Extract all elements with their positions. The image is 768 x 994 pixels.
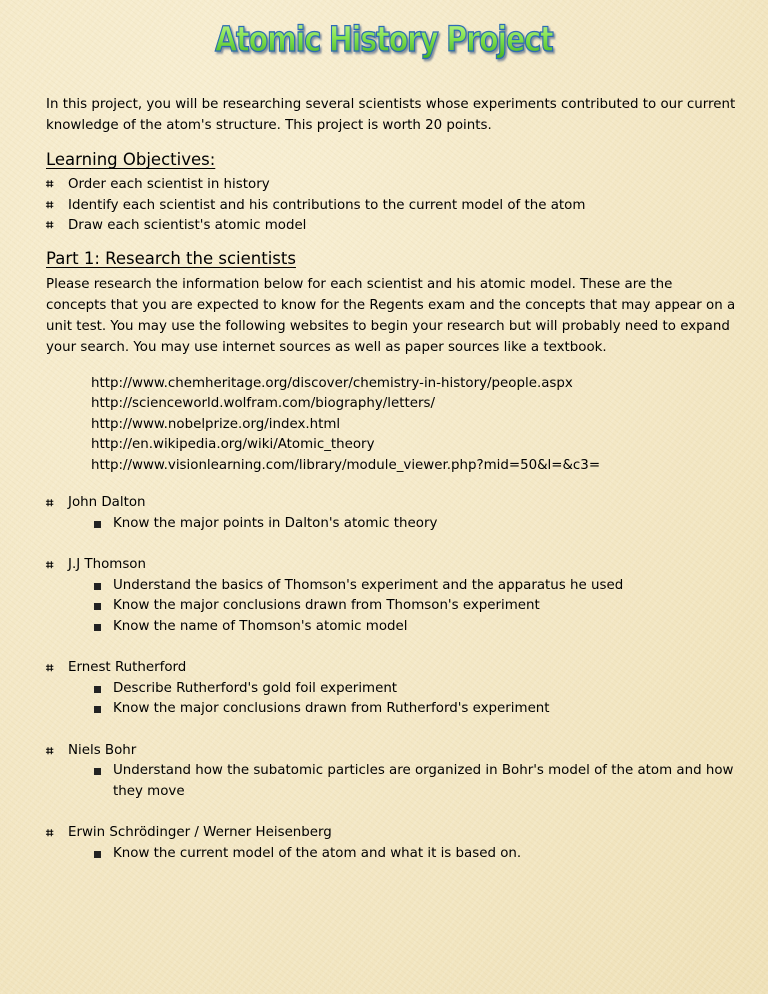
scientist-schrodinger-heisenberg [46,823,736,864]
scientist-points [68,576,736,638]
list-item [92,679,736,700]
objective-text: Identify each scientist and his contributions to the current model of the atom [68,197,586,213]
url-list [91,374,736,477]
list-item [46,216,736,237]
square-bullet-icon [94,624,101,631]
scientist-list [46,493,736,864]
objectives-list [46,175,736,237]
part1-heading: Part 1: Research the scientists [46,248,296,268]
point-text: Describe Rutherford's gold foil experiment [113,680,398,696]
hash-bullet-icon: ⌗ [46,558,54,573]
url-link[interactable]: http://www.chemheritage.org/discover/chemistry-in-history/people.aspx [91,375,573,391]
page-title: Atomic History Project [215,20,553,60]
list-item [92,596,736,617]
list-item [92,761,736,802]
square-bullet-icon [94,583,101,590]
square-bullet-icon [94,603,101,610]
list-item [46,175,736,196]
scientist-rutherford [46,658,736,720]
scientist-points [68,761,736,802]
title-banner [0,18,768,62]
point-text: Know the current model of the atom and what it is based on. [113,845,522,861]
list-item [92,617,736,638]
scientist-bohr [46,741,736,803]
url-link[interactable]: http://en.wikipedia.org/wiki/Atomic_theory [91,437,375,452]
point-text: Understand the basics of Thomson's experiment and the apparatus he used [113,577,624,593]
list-item [92,699,736,720]
scientist-points [68,844,736,865]
scientist-name: Ernest Rutherford [68,660,187,675]
scientist-name: Erwin Schrödinger / Werner Heisenberg [68,825,332,840]
scientist-points [68,679,736,720]
hash-bullet-icon: ⌗ [46,661,54,676]
objective-text: Order each scientist in history [68,177,270,192]
url-link[interactable]: http://scienceworld.wolfram.com/biography/letters/ [91,396,435,411]
hash-bullet-icon: ⌗ [46,743,54,759]
point-text: Understand how the subatomic particles are organized in Bohr's model of the atom and how they move [113,763,734,799]
square-bullet-icon [94,521,101,528]
scientist-dalton [46,493,736,534]
scientist-thomson [46,555,736,637]
hash-bullet-icon: ⌗ [46,218,54,233]
list-item [92,844,736,865]
research-paragraph: Please research the information below for each scientist and his atomic model. These are the concepts that you are expected to know for the Regents exam and the concepts that may appear on a unit test. You may use the following websites to begin your research but will probably need to expand your search. You may use internet sources as well as paper sources like a textbook. [46,276,736,355]
url-link[interactable]: http://www.nobelprize.org/index.html [91,416,341,432]
intro-paragraph: In this project, you will be researching several scientists whose experiments contributed to our current knowledge of the atom's structure. This project is worth 20 points. [46,97,736,133]
square-bullet-icon [94,686,101,693]
point-text: Know the major conclusions drawn from Rutherford's experiment [113,701,550,716]
list-item [92,514,736,535]
square-bullet-icon [94,706,101,713]
scientist-name: J.J Thomson [68,557,146,572]
scientist-name: John Dalton [68,495,146,510]
point-text: Know the major points in Dalton's atomic theory [113,515,438,531]
point-text: Know the name of Thomson's atomic model [113,618,408,634]
hash-bullet-icon: ⌗ [46,496,54,511]
scientist-points [68,514,736,535]
square-bullet-icon [94,768,101,775]
square-bullet-icon [94,851,101,858]
list-item [92,576,736,597]
point-text: Know the major conclusions drawn from Thomson's experiment [113,598,540,613]
hash-bullet-icon: ⌗ [46,826,54,841]
list-item [46,196,736,217]
url-link[interactable]: http://www.visionlearning.com/library/module_viewer.php?mid=50&l=&c3= [91,457,601,473]
document-body [46,94,736,885]
objective-text: Draw each scientist's atomic model [68,218,307,233]
scientist-name: Niels Bohr [68,742,137,758]
objectives-heading: Learning Objectives: [46,150,216,169]
hash-bullet-icon: ⌗ [46,177,54,192]
hash-bullet-icon: ⌗ [46,197,54,213]
